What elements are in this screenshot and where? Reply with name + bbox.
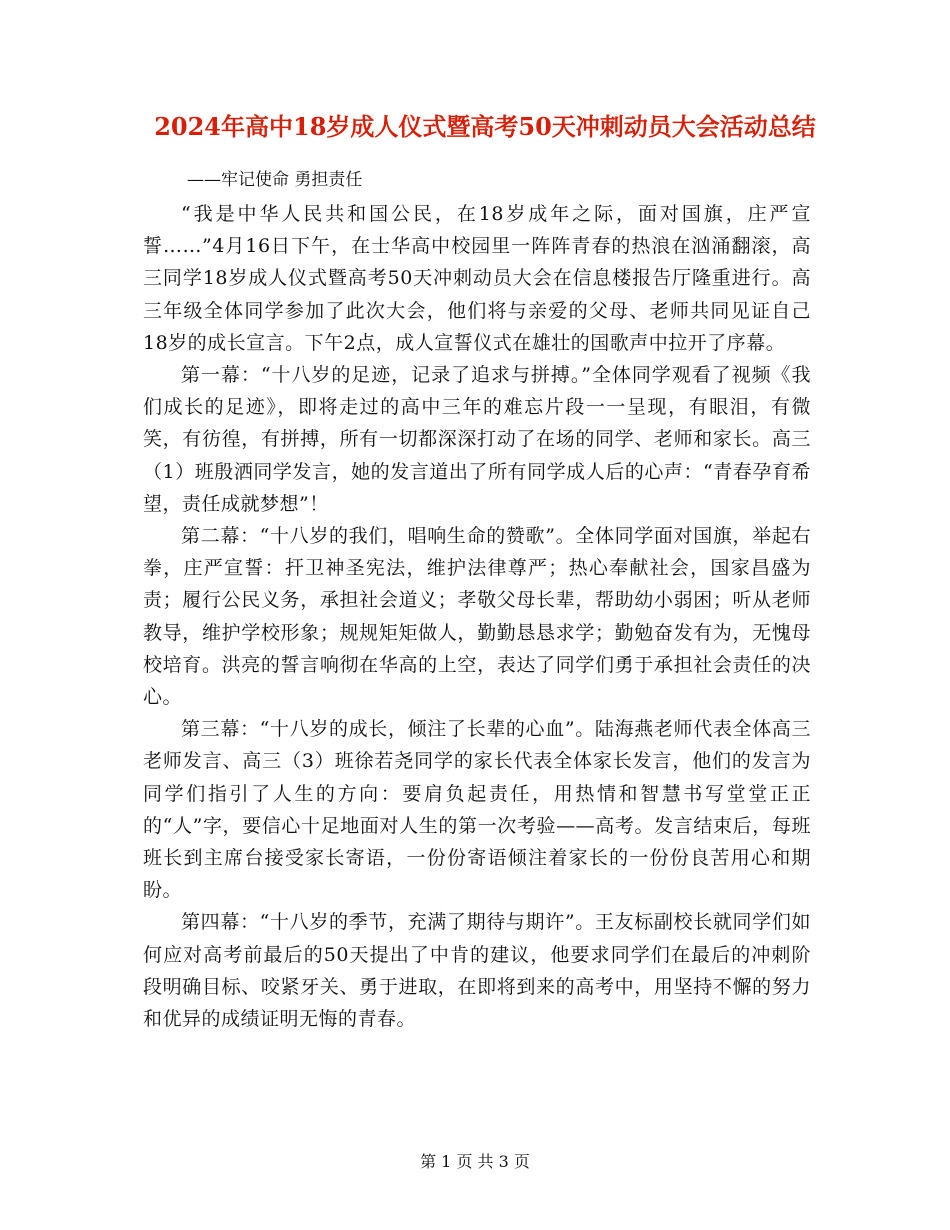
- document-title: 2024年高中18岁成人仪式暨高考50天冲刺动员大会活动总结: [154, 112, 816, 141]
- page-number-footer: 第 1 页 共 3 页: [420, 1152, 530, 1171]
- document-body: [143, 198, 811, 1035]
- paragraph-intro: “我是中华人民共和国公民，在18岁成年之际，面对国旗，庄严宣誓……”4月16日下午，在士华高中校园里一阵阵青春的热浪在汹涌翻滚，高三同学18岁成人仪式暨高考50天冲刺动员大会在信息楼报告厅隆重进行。高三年级全体同学参加了此次大会，他们将与亲爱的父母、老师共同见证自己18岁的成长宣言。下午2点，成人宣誓仪式在雄壮的国歌声中拉开了序幕。: [143, 203, 811, 354]
- paragraph-act-four: 第四幕：“十八岁的季节，充满了期待与期许”。王友标副校长就同学们如何应对高考前最后的50天提出了中肯的建议，他要求同学们在最后的冲刺阶段明确目标、咬紧牙关、勇于进取，在即将到来的高考中，用坚持不懈的努力和优异的成绩证明无悔的青春。: [143, 911, 811, 1031]
- paragraph-act-two: 第二幕：“十八岁的我们，唱响生命的赞歌”。全体同学面对国旗，举起右拳，庄严宣誓：扞卫神圣宪法，维护法律尊严；热心奉献社会，国家昌盛为责；履行公民义务，承担社会道义；孝敬父母长辈，帮助幼小弱困；听从老师教导，维护学校形象；规规矩矩做人，勤勤恳恳求学；勤勉奋发有为，无愧母校培育。洪亮的誓言响彻在华高的上空，表达了同学们勇于承担社会责任的决心。: [143, 525, 811, 709]
- document-subtitle: ——牢记使命 勇担责任: [187, 170, 363, 190]
- paragraph-act-three: 第三幕：“十八岁的成长，倾注了长辈的心血”。陆海燕老师代表全体高三老师发言、高三（3）班徐若尧同学的家长代表全体家长发言，他们的发言为同学们指引了人生的方向：要肩负起责任，用热情和智慧书写堂堂正正的“人”字，要信心十足地面对人生的第一次考验——高考。发言结束后，每班班长到主席台接受家长寄语，一份份寄语倾注着家长的一份份良苦用心和期盼。: [143, 718, 811, 902]
- paragraph-act-one: 第一幕：“十八岁的足迹，记录了追求与拼搏。”全体同学观看了视频《我们成长的足迹》，即将走过的高中三年的难忘片段一一呈现，有眼泪，有微笑，有彷徨，有拼搏，所有一切都深深打动了在场的同学、老师和家长。高三（1）班殷洒同学发言，她的发言道出了所有同学成人后的心声：“青春孕育希望，责任成就梦想”！: [143, 364, 811, 515]
